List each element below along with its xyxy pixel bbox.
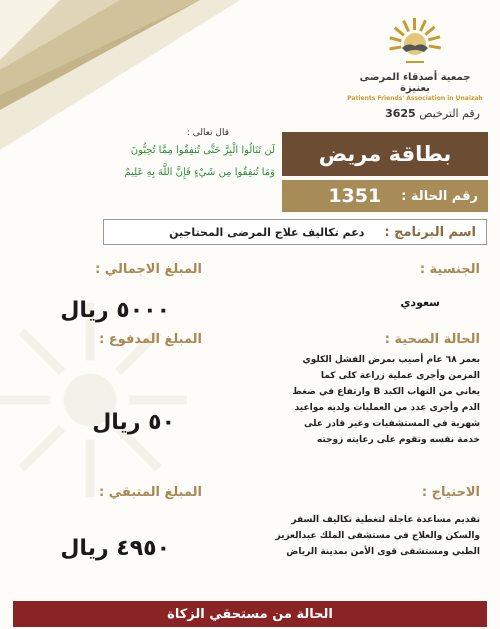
verse-line-2: وَمَا تُنفِقُوا مِن شَيْءٍ فَإِنَّ اللَّهَ بِهِ عَلِيمٌ <box>124 167 275 178</box>
nationality-value: سعودي <box>400 296 440 309</box>
paid-amount-label: المبلغ المدفوع : <box>99 332 202 347</box>
total-amount-value: ٥٠٠٠ ريال <box>60 298 170 323</box>
case-number-bar <box>282 180 488 212</box>
quran-quote <box>15 128 275 182</box>
need-label: الاحتياج : <box>421 485 480 500</box>
health-line: المزمن وأجرى عملية زراعة كلى كما <box>320 371 480 381</box>
license-line <box>385 107 480 120</box>
need-line: تقديم مساعدة عاجلة لتغطية تكاليف السفر <box>291 515 480 525</box>
health-status-label: الحالة الصحية : <box>384 332 480 347</box>
health-line: يعاني من التهاب الكبد B وارتفاع في ضغط <box>292 387 480 397</box>
health-line: الدم وأجرى عدد من العمليات ولديه مواعيد <box>294 403 480 413</box>
organization-logo <box>345 18 485 102</box>
case-number-value: 1351 <box>328 185 382 207</box>
health-line: خدمة نفسه وتقوم على رعايته زوجته <box>316 435 480 445</box>
program-label: اسم البرنامج : <box>384 224 476 240</box>
verse-line-1: لَن تَنَالُوا الْبِرَّ حَتَّى تُنفِقُوا مِمَّا تُحِبُّونَ <box>130 145 275 156</box>
need-text <box>240 512 480 560</box>
license-number: 3625 <box>385 107 416 120</box>
organization-name-arabic: جمعية أصدقاء المرضى بعنيزة <box>359 72 471 94</box>
program-box <box>103 219 487 245</box>
case-number-label: رقم الحالة : <box>401 188 478 204</box>
license-label: رقم الترخيص <box>419 107 480 120</box>
need-line: والسكن والعلاج في مستشفى الملك عبدالعزيز <box>275 531 480 541</box>
total-amount-label: المبلغ الاجمالي : <box>95 262 202 277</box>
zakat-eligibility-banner: الحالة من مستحقي الزكاة <box>13 601 487 627</box>
health-status-text <box>270 352 480 448</box>
organization-name-english: Patients Friends' Association in Unaizah <box>347 95 483 102</box>
quote-intro: قال تعالى : <box>186 128 229 138</box>
card-title: بطاقة مريض <box>282 132 488 176</box>
program-value: دعم تكاليف علاج المرضى المحتاجين <box>169 225 365 239</box>
remaining-amount-label: المبلغ المتبقي : <box>99 485 202 500</box>
sun-handshake-icon <box>384 18 446 70</box>
watermark-emblem <box>0 290 200 510</box>
health-line: شهرية في المستشفيات وغير قادر على <box>304 419 480 429</box>
nationality-label: الجنسية : <box>419 262 480 277</box>
health-line: بعمر ٦٨ عام أصيب بمرض الفشل الكلوي <box>302 355 480 365</box>
need-line: الطبي ومستشفى قوى الأمن بمدينة الرياض <box>286 547 480 557</box>
paid-amount-value: ٥٠ ريال <box>92 410 175 435</box>
remaining-amount-value: ٤٩٥٠ ريال <box>60 536 170 561</box>
